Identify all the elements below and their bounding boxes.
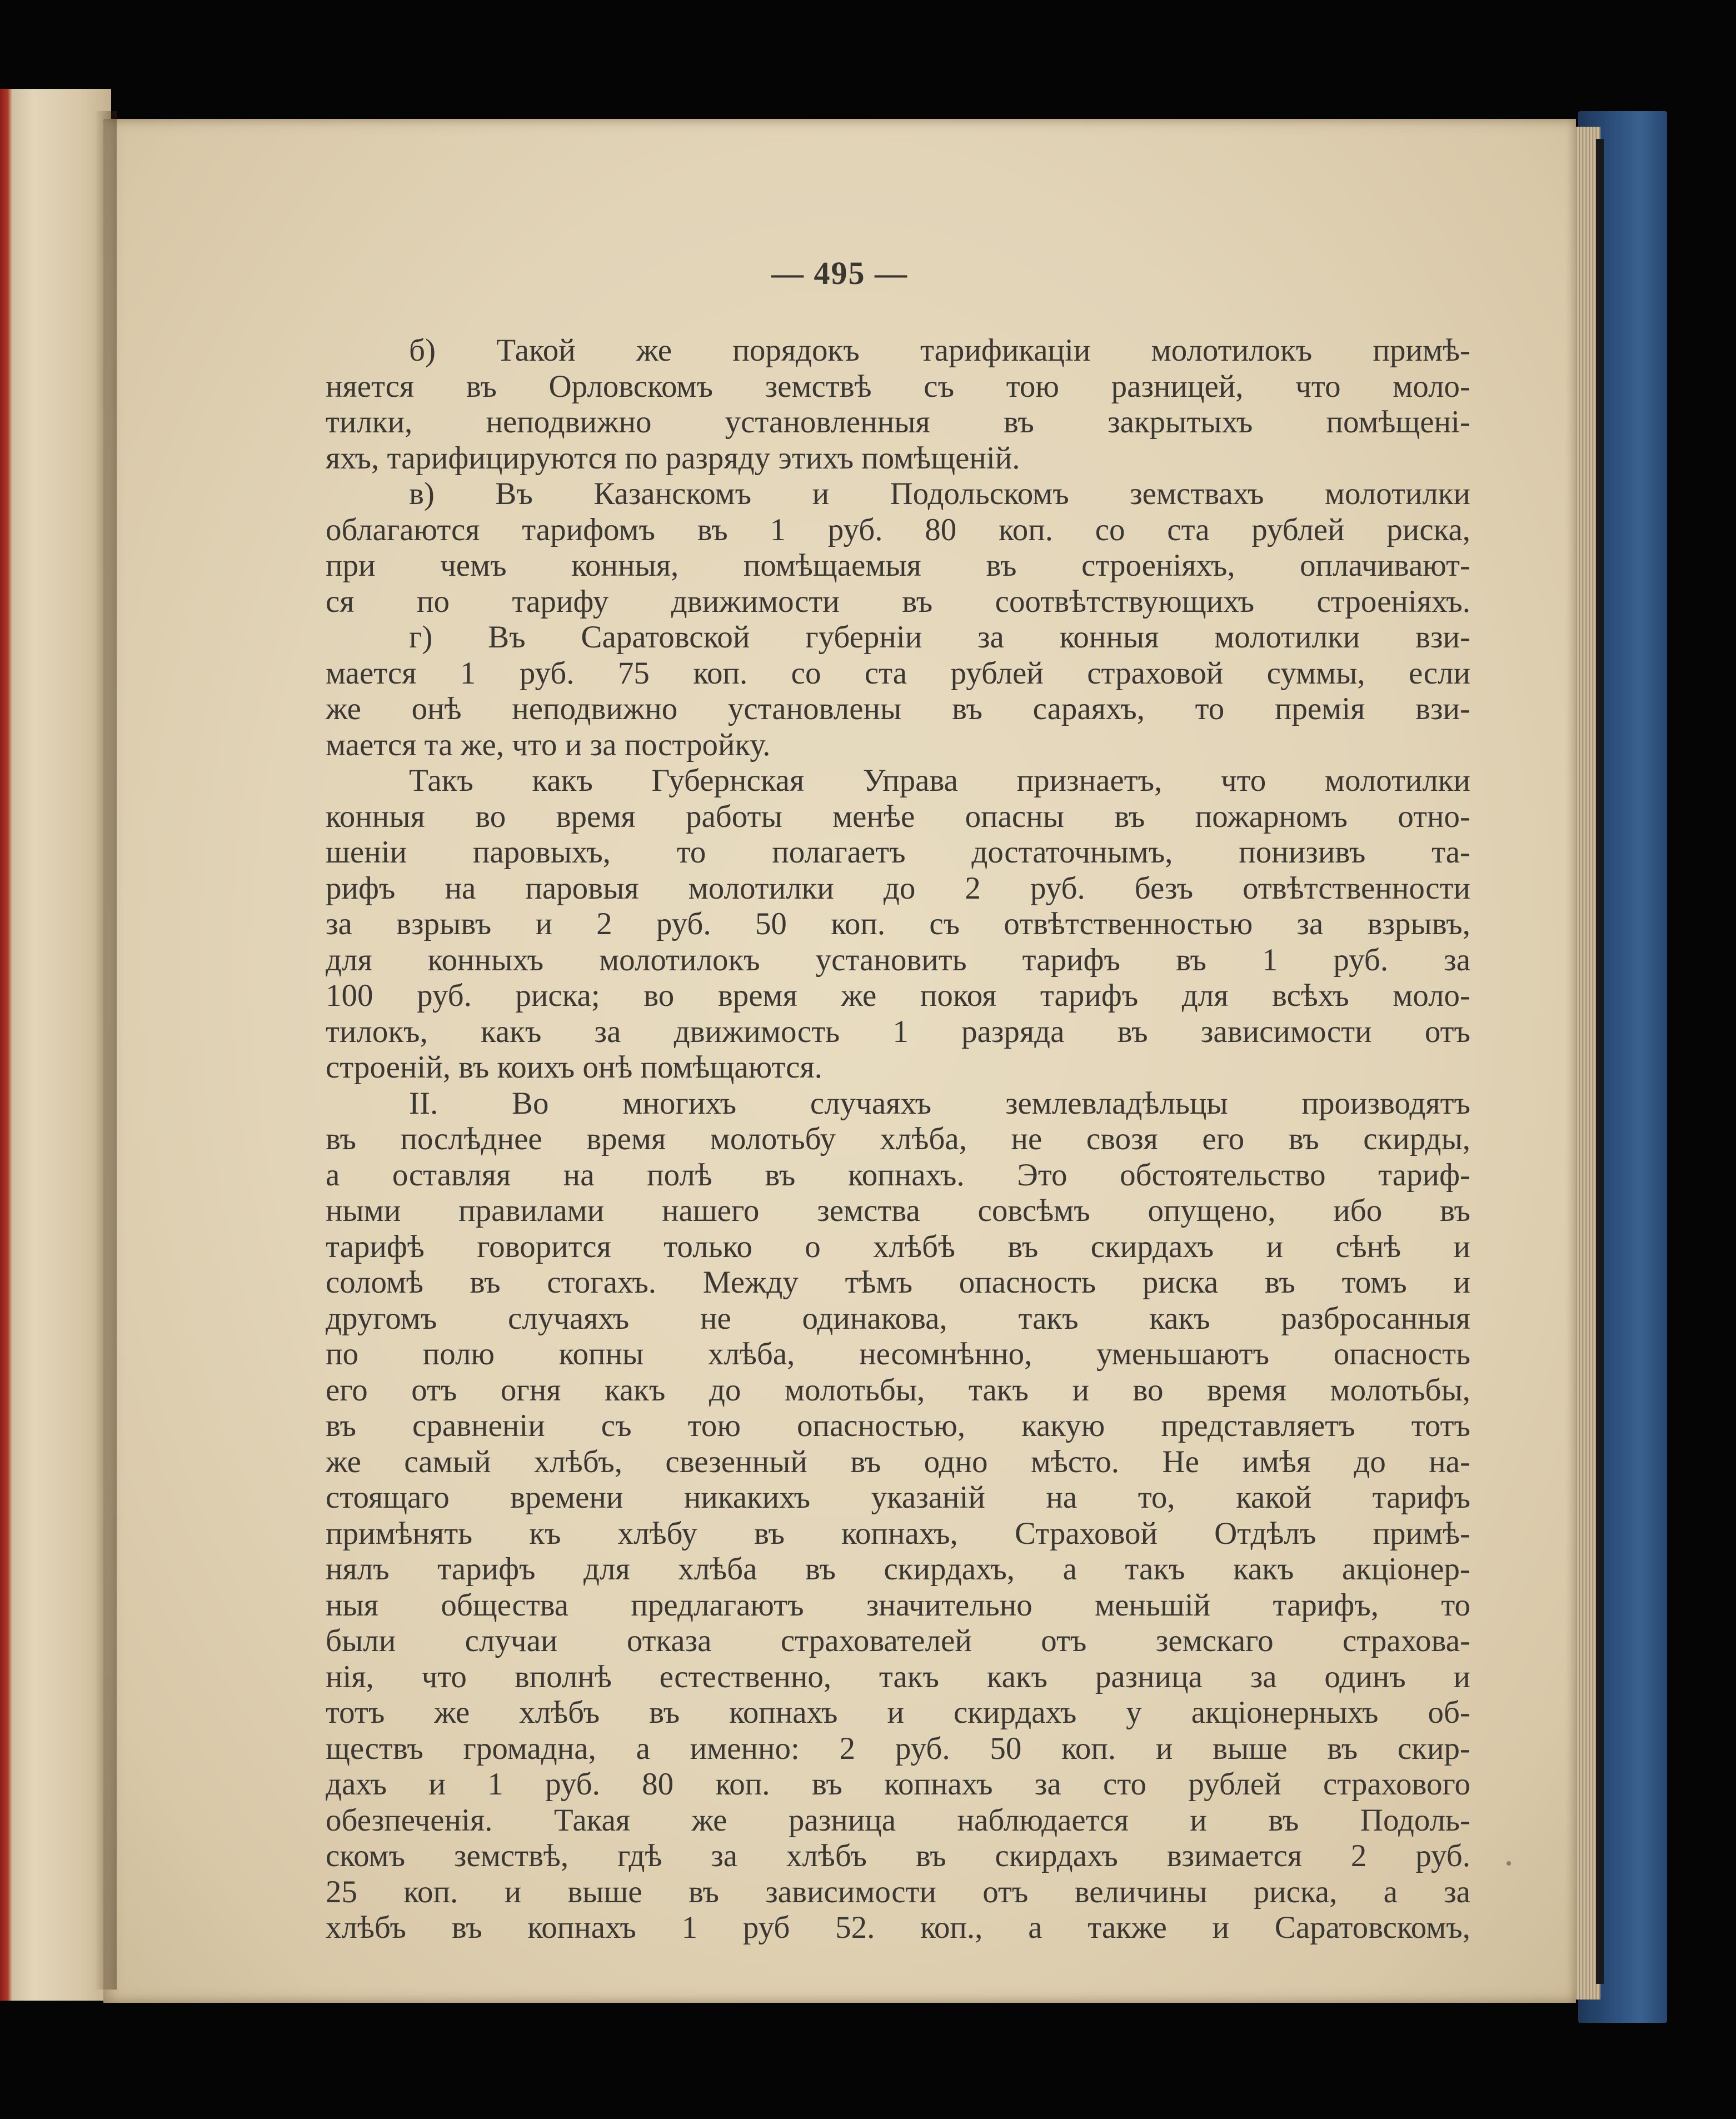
text-line: мается та же, что и за постройку. [326, 727, 771, 762]
text-line: за взрывъ и 2 руб. 50 коп. съ отвѣтственностью за взрывъ, [326, 906, 1470, 941]
text-line: соломѣ въ стогахъ. Между тѣмъ опасность риска въ томъ и [326, 1265, 1470, 1300]
text-line: нялъ тарифъ для хлѣба въ скирдахъ, а такъ какъ акцiонер- [326, 1552, 1470, 1587]
page-text [326, 333, 1470, 1946]
text-line: яхъ, тарифицируются по разряду этихъ помѣщенiй. [326, 440, 1020, 476]
text-line: Такъ какъ Губернская Управа признаетъ, что молотилки [409, 763, 1470, 798]
text-line: дахъ и 1 руб. 80 коп. въ копнахъ за сто рублей страхового [326, 1767, 1470, 1802]
text-line: ными правилами нашего земства совсѣмъ опущено, ибо въ [326, 1193, 1470, 1228]
text-line: тилки, неподвижно установленныя въ закрытыхъ помѣщенi- [326, 405, 1470, 440]
page-number: — 495 — [771, 255, 908, 291]
page-stack-shadow [1596, 139, 1604, 1984]
text-line: по полю копны хлѣба, несомнѣнно, уменьшаютъ опасность [326, 1337, 1470, 1372]
text-line: ществъ громадна, а именно: 2 руб. 50 коп. и выше въ скир- [326, 1731, 1470, 1766]
text-line: г) Въ Саратовской губернiи за конныя молотилки взи- [409, 620, 1470, 655]
text-line: 100 руб. риска; во время же покоя тарифъ для всѣхъ моло- [326, 978, 1470, 1013]
text-line: его отъ огня какъ до молотьбы, такъ и во время молотьбы, [326, 1372, 1470, 1408]
text-line: другомъ случаяхъ не одинакова, такъ какъ разбросанныя [326, 1300, 1470, 1336]
text-line: мается 1 руб. 75 коп. со ста рублей страховой суммы, если [326, 655, 1470, 691]
text-line: строенiй, въ коихъ онѣ помѣщаются. [326, 1050, 822, 1085]
text-line: ся по тарифу движимости въ соотвѣтствующихъ строенiяхъ. [326, 584, 1470, 619]
text-line: же самый хлѣбъ, свезенный въ одно мѣсто. Не имѣя до на- [326, 1444, 1470, 1479]
text-line: были случаи отказа страхователей отъ земскаго страхова- [326, 1623, 1470, 1658]
text-line: тилокъ, какъ за движимость 1 разряда въ зависимости отъ [326, 1014, 1470, 1049]
text-line: няется въ Орловскомъ земствѣ съ тою разницей, что моло- [326, 368, 1470, 404]
text-line: рифъ на паровыя молотилки до 2 руб. безъ отвѣтственности [326, 870, 1470, 906]
text-line: II. Во многихъ случаяхъ землевладѣльцы производятъ [409, 1085, 1470, 1121]
book-page [103, 119, 1576, 2003]
text-line: примѣнять къ хлѣбу въ копнахъ, Страховой Отдѣлъ примѣ- [326, 1515, 1470, 1551]
text-line: въ послѣднее время молотьбу хлѣба, не свозя его въ скирды, [326, 1121, 1470, 1156]
text-line: шенiи паровыхъ, то полагаетъ достаточнымъ, понизивъ та- [326, 835, 1470, 870]
text-line: в) Въ Казанскомъ и Подольскомъ земствахъ молотилки [409, 476, 1470, 511]
text-line: въ сравненiи съ тою опасностью, какую представляетъ тотъ [326, 1408, 1470, 1443]
text-line: конныя во время работы менѣе опасны въ пожарномъ отно- [326, 799, 1470, 834]
text-line: обезпеченiя. Такая же разница наблюдается и въ Подоль- [326, 1802, 1470, 1838]
text-line: облагаются тарифомъ въ 1 руб. 80 коп. со ста рублей риска, [326, 512, 1470, 547]
text-line: нiя, что вполнѣ естественно, такъ какъ разница за одинъ и [326, 1659, 1470, 1694]
text-line: при чемъ конныя, помѣщаемыя въ строенiяхъ, оплачивают- [326, 548, 1470, 583]
text-line: тарифѣ говорится только о хлѣбѣ въ скирдахъ и сѣнѣ и [326, 1229, 1470, 1264]
text-line: а оставляя на полѣ въ копнахъ. Это обстоятельство тариф- [326, 1157, 1470, 1193]
text-line: тотъ же хлѣбъ въ копнахъ и скирдахъ у акцiонерныхъ об- [326, 1695, 1470, 1730]
spine-shadow [94, 111, 117, 1990]
text-line: же онѣ неподвижно установлены въ сараяхъ, то премiя взи- [326, 691, 1470, 726]
text-line: ныя общества предлагаютъ значительно меньшiй тарифъ, то [326, 1587, 1470, 1623]
text-line: для конныхъ молотилокъ установить тарифъ въ 1 руб. за [326, 942, 1470, 978]
paper-speck [1506, 1861, 1511, 1866]
text-line: б) Такой же порядокъ тарификацiи молотилокъ примѣ- [409, 333, 1470, 368]
text-line: стоящаго времени никакихъ указанiй на то, какой тарифъ [326, 1480, 1470, 1515]
text-line: 25 коп. и выше въ зависимости отъ величины риска, а за [326, 1874, 1470, 1909]
text-line: скомъ земствѣ, гдѣ за хлѣбъ въ скирдахъ взимается 2 руб. [326, 1838, 1470, 1873]
text-line: хлѣбъ въ копнахъ 1 руб 52. коп., а также и Саратовскомъ, [326, 1910, 1470, 1945]
